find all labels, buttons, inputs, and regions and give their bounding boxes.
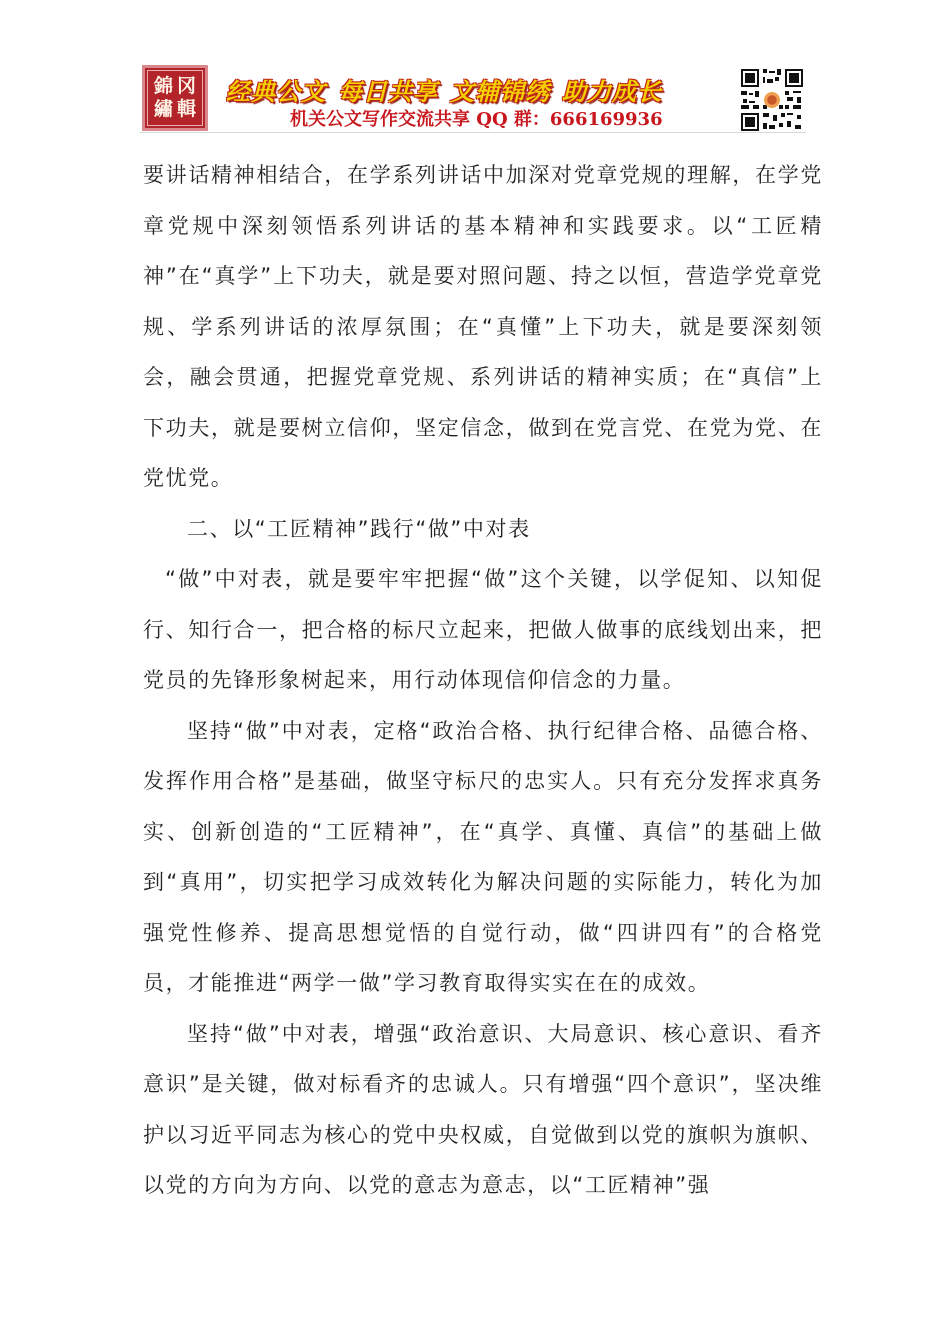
slogan-part-3: 文辅锦绣: [450, 78, 550, 106]
logo-char-2: 冈: [176, 75, 196, 97]
qr-code-icon: [739, 67, 805, 133]
slogan-part-2: 每日共享: [338, 78, 438, 106]
slogan-part-1: 经典公文: [226, 78, 326, 106]
logo-char-4: 輯: [176, 98, 196, 120]
logo-char-1: 錦: [153, 75, 173, 97]
qq-group-line: 机关公文写作交流共享 QQ 群：666169936: [290, 109, 663, 130]
paragraph: 坚持“做”中对表，定格“政治合格、执行纪律合格、品德合格、发挥作用合格”是基础，做坚守标尺的忠实人。只有充分发挥求真务实、创新创造的“工匠精神”，在“真学、真懂、真信”的基础上做到“真用”，切实把学习成效转化为解决问题的实际能力，转化为加强党性修养、提高思想觉悟的自觉行动，做“四讲四有”的合格党员，才能推进“两学一做”学习教育取得实实在在的成效。: [143, 718, 823, 995]
header-slogan: [226, 72, 726, 107]
slogan-part-4: 助力成长: [562, 78, 662, 106]
page-header: [0, 0, 950, 140]
logo-char-3: 繡: [153, 98, 173, 120]
header-divider: [140, 132, 806, 133]
paragraph: “做”中对表，就是要牢牢把握“做”这个关键，以学促知、以知促行、知行合一，把合格的标尺立起来，把做人做事的底线划出来，把党员的先锋形象树起来，用行动体现信仰信念的力量。: [143, 567, 823, 692]
brand-logo: [142, 65, 208, 131]
document-body: [143, 150, 823, 1211]
section-heading: 二、以“工匠精神”践行“做”中对表: [187, 516, 531, 541]
paragraph: 要讲话精神相结合，在学系列讲话中加深对党章党规的理解，在学党章党规中深刻领悟系列讲话的基本精神和实践要求。以“工匠精神”在“真学”上下功夫，就是要对照问题、持之以恒，营造学党章党规、学系列讲话的浓厚氛围；在“真懂”上下功夫，就是要深刻领会，融会贯通，把握党章党规、系列讲话的精神实质；在“真信”上下功夫，就是要树立信仰，坚定信念，做到在党言党、在党为党、在党忧党。: [143, 163, 823, 490]
paragraph: 坚持“做”中对表，增强“政治意识、大局意识、核心意识、看齐意识”是关键，做对标看齐的忠诚人。只有增强“四个意识”，坚决维护以习近平同志为核心的党中央权威，自觉做到以党的旗帜为旗帜、以党的方向为方向、以党的意志为意志，以“工匠精神”强: [143, 1021, 823, 1197]
